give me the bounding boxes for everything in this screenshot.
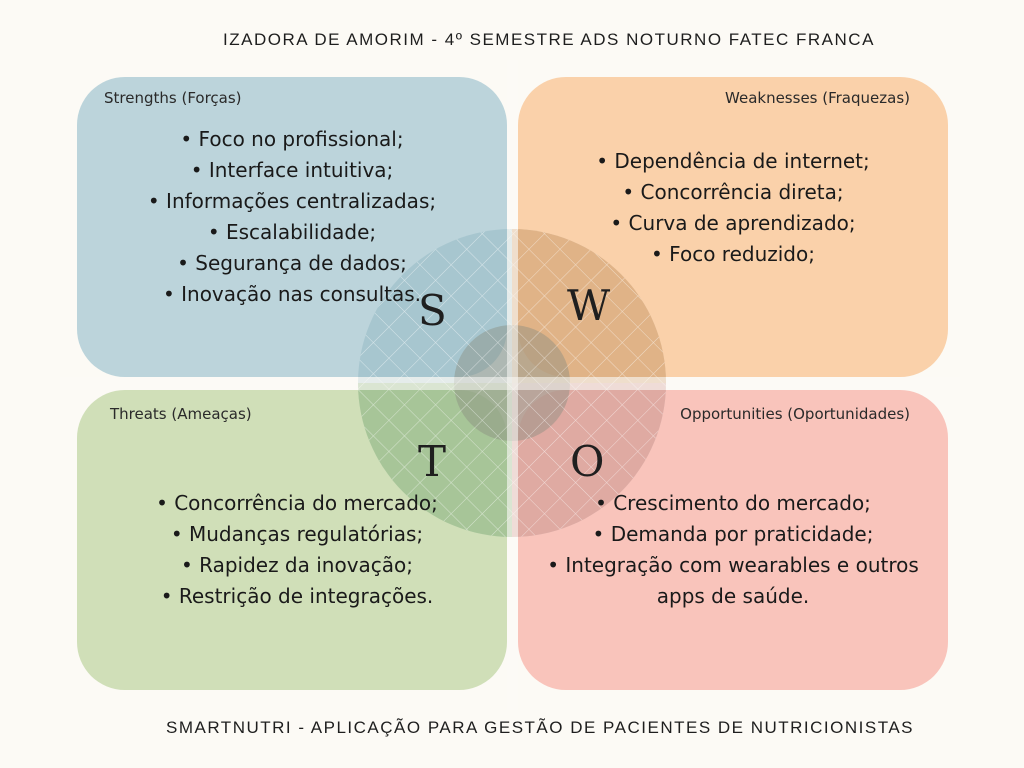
list-item: • Foco no profissional; — [77, 124, 507, 155]
threats-title: Threats (Ameaças) — [110, 405, 252, 423]
opportunities-list — [528, 488, 938, 612]
letter-t: T — [418, 437, 447, 486]
opportunities-title: Opportunities (Oportunidades) — [680, 405, 910, 423]
strengths-list — [77, 124, 507, 310]
threats-list — [77, 488, 517, 612]
list-item: • Crescimento do mercado; — [528, 488, 938, 519]
list-item: • Mudanças regulatórias; — [77, 519, 517, 550]
list-item: • Escalabilidade; — [77, 217, 507, 248]
list-item: • Rapidez da inovação; — [77, 550, 517, 581]
list-item: • Integração com wearables e outros apps de saúde. — [528, 550, 938, 612]
list-item: • Informações centralizadas; — [77, 186, 507, 217]
weaknesses-list — [518, 146, 948, 270]
letter-w: W — [567, 281, 611, 330]
list-item: • Concorrência direta; — [518, 177, 948, 208]
list-item: • Foco reduzido; — [518, 239, 948, 270]
list-item: • Segurança de dados; — [77, 248, 507, 279]
list-item: • Restrição de integrações. — [77, 581, 517, 612]
letter-s: S — [418, 286, 447, 335]
weaknesses-title: Weaknesses (Fraquezas) — [725, 89, 910, 107]
list-item: • Inovação nas consultas. — [77, 279, 507, 310]
list-item: • Dependência de internet; — [518, 146, 948, 177]
list-item: • Curva de aprendizado; — [518, 208, 948, 239]
list-item: • Demanda por praticidade; — [528, 519, 938, 550]
list-item: • Concorrência do mercado; — [77, 488, 517, 519]
list-item: • Interface intuitiva; — [77, 155, 507, 186]
strengths-title: Strengths (Forças) — [104, 89, 242, 107]
letter-o: O — [570, 437, 605, 486]
